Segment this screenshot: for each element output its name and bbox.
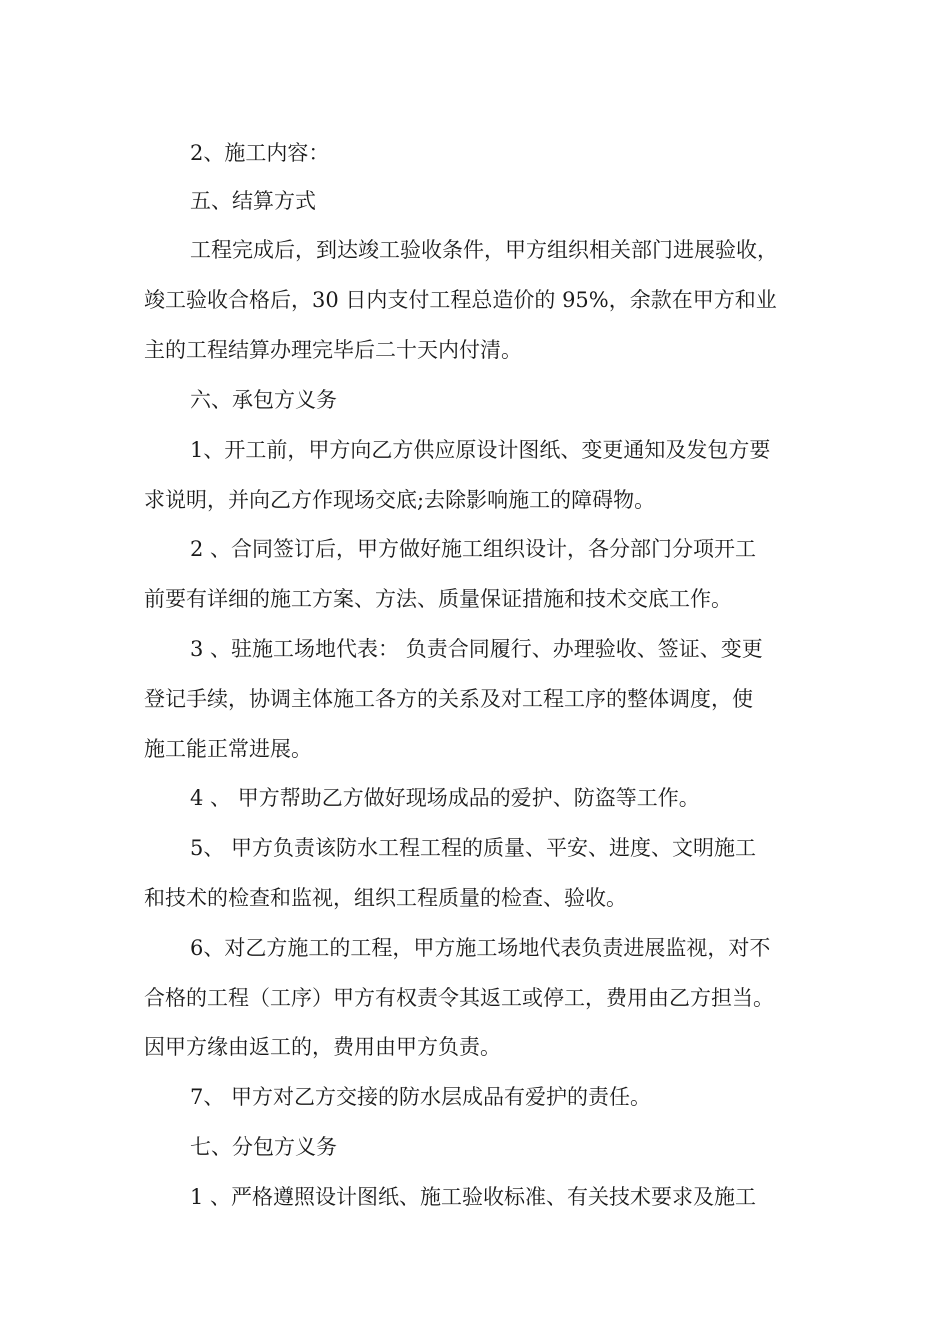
text-line: 工程完成后，到达竣工验收条件，甲方组织相关部门进展验收，: [190, 238, 778, 262]
text-line: 求说明，并向乙方作现场交底;去除影响施工的障碍物。: [144, 488, 656, 512]
text-line: 5、 甲方负责该防水工程工程的质量、平安、进度、文明施工: [190, 836, 757, 860]
text-line: 4 、 甲方帮助乙方做好现场成品的爱护、防盗等工作。: [190, 786, 700, 810]
section-heading: 五、结算方式: [190, 189, 316, 213]
text-line: 3 、驻施工场地代表： 负责合同履行、办理验收、签证、变更: [190, 637, 763, 661]
text-line: 2、施工内容：: [190, 141, 330, 165]
text-line: 因甲方缘由返工的，费用由甲方负责。: [144, 1035, 501, 1059]
text-line: 1 、严格遵照设计图纸、施工验收标准、有关技术要求及施工: [190, 1185, 757, 1209]
section-heading: 六、承包方义务: [190, 388, 337, 412]
text-line: 主的工程结算办理完毕后二十天内付清。: [144, 338, 522, 362]
text-line: 1、开工前，甲方向乙方供应原设计图纸、变更通知及发包方要: [190, 438, 771, 462]
text-line: 合格的工程（工序）甲方有权责令其返工或停工，费用由乙方担当。: [144, 986, 774, 1010]
text-line: 登记手续，协调主体施工各方的关系及对工程工序的整体调度，使: [144, 687, 753, 711]
text-line: 和技术的检查和监视，组织工程质量的检查、验收。: [144, 886, 627, 910]
text-line: 6、对乙方施工的工程，甲方施工场地代表负责进展监视，对不: [190, 936, 771, 960]
text-line: 2 、合同签订后，甲方做好施工组织设计，各分部门分项开工: [190, 537, 757, 561]
text-line: 竣工验收合格后，30 日内支付工程总造价的 95%，余款在甲方和业: [144, 288, 777, 312]
text-line: 施工能正常进展。: [144, 737, 312, 761]
text-line: 前要有详细的施工方案、方法、质量保证措施和技术交底工作。: [144, 587, 732, 611]
text-line: 7、 甲方对乙方交接的防水层成品有爱护的责任。: [190, 1085, 652, 1109]
section-heading: 七、分包方义务: [190, 1135, 337, 1159]
